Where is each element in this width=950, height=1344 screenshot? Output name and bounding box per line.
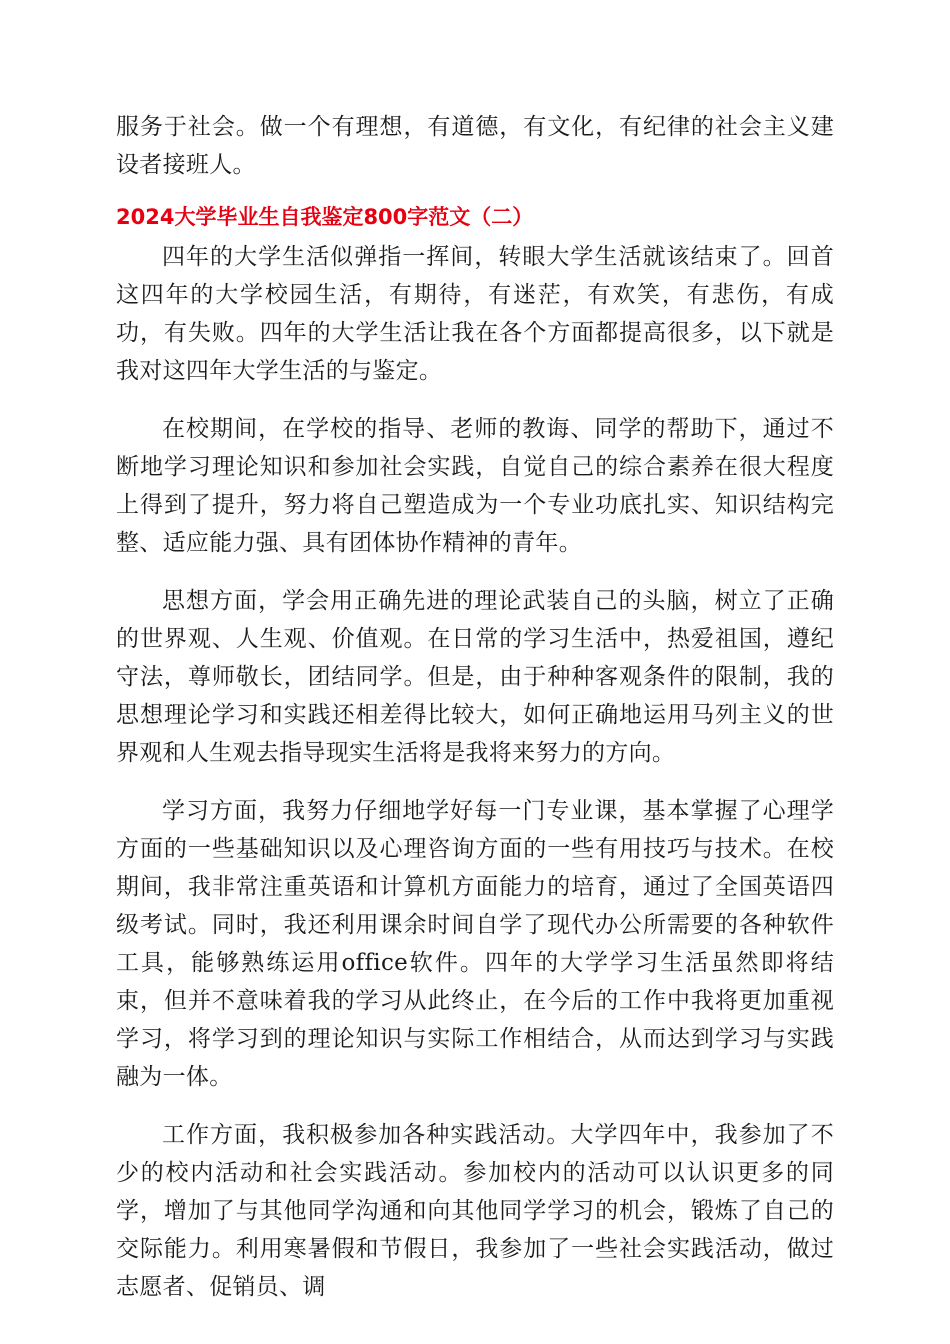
paragraph-work: 工作方面，我积极参加各种实践活动。大学四年中，我参加了不少的校内活动和社会实践活动。参加校内的活动可以认识更多的同学，增加了与其他同学沟通和向其他同学学习的机会，锻炼了自己的交际能力。利用寒暑假和节假日，我参加了一些社会实践活动，做过志愿者、促销员、调	[116, 1122, 834, 1300]
document-page	[116, 108, 834, 1306]
paragraph-thought: 思想方面，学会用正确先进的理论武装自己的头脑，树立了正确的世界观、人生观、价值观。在日常的学习生活中，热爱祖国，遵纪守法，尊师敬长，团结同学。但是，由于种种客观条件的限制，我的思想理论学习和实践还相差得比较大，如何正确地运用马列主义的世界观和人生观去指导现实生活将是我将来努力的方向。	[116, 588, 834, 766]
paragraph-study: 学习方面，我努力仔细地学好每一门专业课，基本掌握了心理学方面的一些基础知识以及心理咨询方面的一些有用技巧与技术。在校期间，我非常注重英语和计算机方面能力的培育，通过了全国英语四级考试。同时，我还利用课余时间自学了现代办公所需要的各种软件工具，能够熟练运用office软件。四年的大学学习生活虽然即将结束，但并不意味着我的学习从此终止，在今后的工作中我将更加重视学习，将学习到的理论知识与实际工作相结合，从而达到学习与实践融为一体。	[116, 798, 834, 1090]
section-heading: 2024大学毕业生自我鉴定800字范文（二）	[116, 205, 534, 229]
paragraph-continuation: 服务于社会。做一个有理想，有道德，有文化，有纪律的社会主义建设者接班人。	[116, 114, 834, 178]
paragraph-intro: 四年的大学生活似弹指一挥间，转眼大学生活就该结束了。回首这四年的大学校园生活，有期待，有迷茫，有欢笑，有悲伤，有成功，有失败。四年的大学生活让我在各个方面都提高很多，以下就是我对这四年大学生活的与鉴定。	[116, 244, 834, 384]
paragraph-school-period: 在校期间，在学校的指导、老师的教诲、同学的帮助下，通过不断地学习理论知识和参加社会实践，自觉自己的综合素养在很大程度上得到了提升，努力将自己塑造成为一个专业功底扎实、知识结构完整、适应能力强、具有团体协作精神的青年。	[116, 416, 834, 556]
